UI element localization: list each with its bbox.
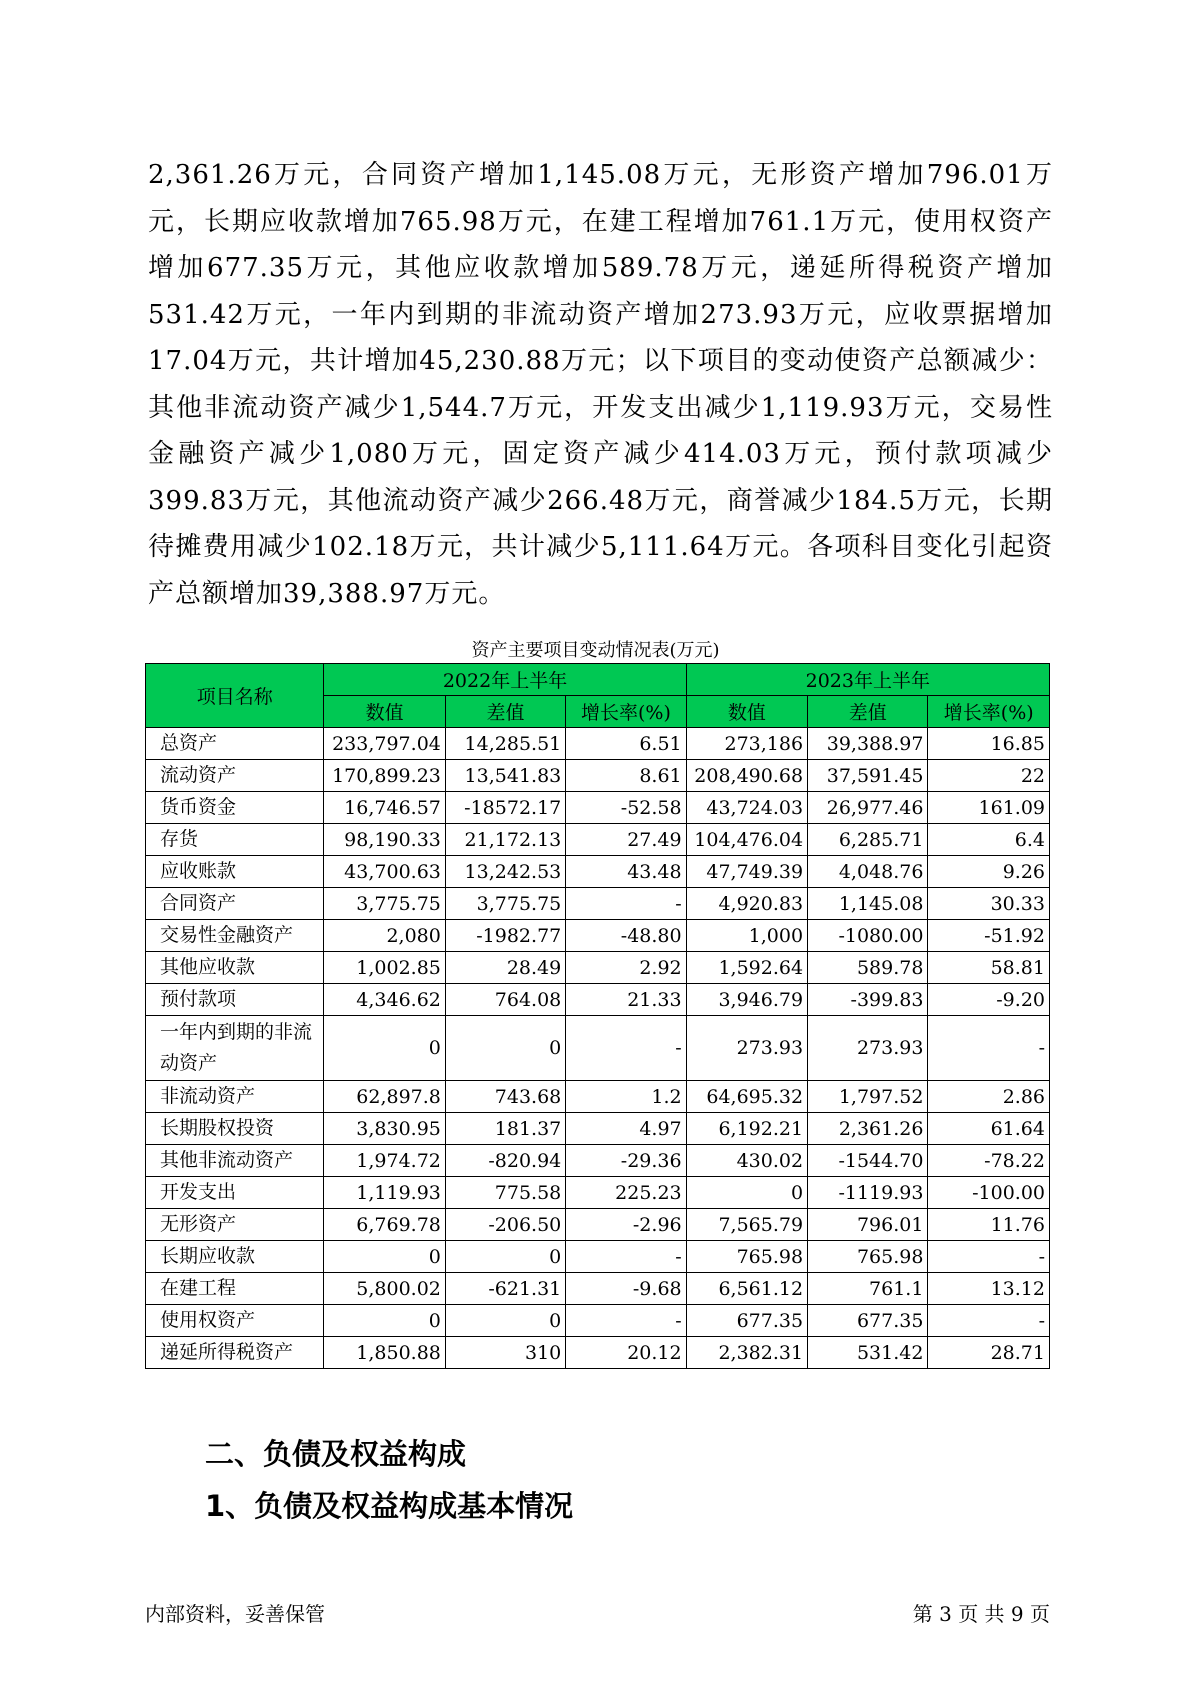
table-cell: 181.37 [445,1113,565,1145]
table-cell: 764.08 [445,984,565,1016]
body-paragraph: 2,361.26万元，合同资产增加1,145.08万元，无形资产增加796.01万元，长期应收款增加765.98万元，在建工程增加761.1万元，使用权资产增加677.35万元，其他应收款增加589.78万元，递延所得税资产增加531.42万元，一年内到期的非流动资产增加273.93万元，应收票据增加17.04万元，共计增加45,230.88万元；以下项目的变动使资产总额减少：其他非流动资产减少1,544.7万元，开发支出减少1,119.93万元，交易性金融资产减少1,080万元，固定资产减少414.03万元，预付款项减少399.83万元，其他流动资产减少266.48万元，商誉减少184.5万元，长期待摊费用减少102.18万元，共计减少5,111.64万元。各项科目变化引起资产总额增加39,388.97万元。 [148,160,1053,609]
table-cell: 1,000 [686,920,807,952]
table-cell: 0 [686,1177,807,1209]
table-cell: 3,775.75 [445,888,565,920]
row-label: 递延所得税资产 [146,1337,324,1369]
table-cell: 0 [324,1016,445,1081]
table-cell: - [928,1016,1050,1081]
header-group-2023: 2023年上半年 [686,664,1049,696]
header-growth-2023: 增长率(%) [928,696,1050,728]
table-cell: 14,285.51 [445,728,565,760]
table-cell: 1.2 [566,1081,686,1113]
row-label: 其他非流动资产 [146,1145,324,1177]
table-cell: 273,186 [686,728,807,760]
table-row [146,1209,1050,1241]
page-number: 第 3 页 共 9 页 [912,1602,1050,1626]
table-row [146,824,1050,856]
table-cell: 104,476.04 [686,824,807,856]
row-label: 无形资产 [146,1209,324,1241]
row-label: 合同资产 [146,888,324,920]
table-cell: -52.58 [566,792,686,824]
table-row [146,888,1050,920]
table-cell: 6,285.71 [808,824,928,856]
table-cell: 6,561.12 [686,1273,807,1305]
table-row [146,1016,1050,1081]
table-cell: 43.48 [566,856,686,888]
table-cell: 273.93 [808,1016,928,1081]
table-cell: -399.83 [808,984,928,1016]
table-cell: 233,797.04 [324,728,445,760]
table-cell: 743.68 [445,1081,565,1113]
table-cell: 98,190.33 [324,824,445,856]
table-cell: 7,565.79 [686,1209,807,1241]
table-cell: 775.58 [445,1177,565,1209]
table-cell: 13,242.53 [445,856,565,888]
header-item-name: 项目名称 [146,664,324,728]
table-cell: 1,850.88 [324,1337,445,1369]
table-cell: 22 [928,760,1050,792]
table-row [146,728,1050,760]
table-cell: 677.35 [686,1305,807,1337]
table-cell: 2,361.26 [808,1113,928,1145]
table-row [146,856,1050,888]
table-cell: 9.26 [928,856,1050,888]
table-cell: -18572.17 [445,792,565,824]
row-label: 预付款项 [146,984,324,1016]
table-cell: - [566,1016,686,1081]
table-cell: - [566,1241,686,1273]
table-cell: 6.4 [928,824,1050,856]
subsection-heading: 1、负债及权益构成基本情况 [205,1489,574,1523]
table-cell: 27.49 [566,824,686,856]
table-cell: 796.01 [808,1209,928,1241]
table-cell: -1119.93 [808,1177,928,1209]
table-cell: 761.1 [808,1273,928,1305]
table-row [146,1145,1050,1177]
table-cell: 11.76 [928,1209,1050,1241]
table-cell: 765.98 [808,1241,928,1273]
table-cell: 21,172.13 [445,824,565,856]
table-row [146,792,1050,824]
row-label: 长期应收款 [146,1241,324,1273]
table-cell: 13.12 [928,1273,1050,1305]
table-row [146,760,1050,792]
asset-change-table [145,663,1050,1369]
table-cell: 61.64 [928,1113,1050,1145]
table-cell: 62,897.8 [324,1081,445,1113]
table-cell: 30.33 [928,888,1050,920]
table-cell: 0 [445,1016,565,1081]
table-cell: - [928,1241,1050,1273]
table-cell: 2,080 [324,920,445,952]
table-cell: -2.96 [566,1209,686,1241]
table-cell: 64,695.32 [686,1081,807,1113]
table-cell: 43,700.63 [324,856,445,888]
row-label: 一年内到期的非流动资产 [146,1016,324,1081]
table-cell: 1,145.08 [808,888,928,920]
row-label: 存货 [146,824,324,856]
table-row [146,1241,1050,1273]
table-cell: -78.22 [928,1145,1050,1177]
table-cell: 21.33 [566,984,686,1016]
table-row [146,920,1050,952]
header-diff-2022: 差值 [445,696,565,728]
table-cell: 2.92 [566,952,686,984]
table-cell: 430.02 [686,1145,807,1177]
row-label: 其他应收款 [146,952,324,984]
table-cell: 4,920.83 [686,888,807,920]
table-cell: 6.51 [566,728,686,760]
row-label: 使用权资产 [146,1305,324,1337]
table-cell: 4,048.76 [808,856,928,888]
header-value-2022: 数值 [324,696,445,728]
table-row [146,1273,1050,1305]
table-cell: 3,775.75 [324,888,445,920]
table-cell: 310 [445,1337,565,1369]
table-cell: 3,946.79 [686,984,807,1016]
table-cell: 47,749.39 [686,856,807,888]
row-label: 交易性金融资产 [146,920,324,952]
row-label: 开发支出 [146,1177,324,1209]
table-cell: 0 [445,1241,565,1273]
row-label: 货币资金 [146,792,324,824]
table-cell: 4.97 [566,1113,686,1145]
table-cell: 3,830.95 [324,1113,445,1145]
row-label: 在建工程 [146,1273,324,1305]
table-cell: 0 [445,1305,565,1337]
row-label: 流动资产 [146,760,324,792]
table-cell: -1982.77 [445,920,565,952]
table-cell: 273.93 [686,1016,807,1081]
table-cell: -9.68 [566,1273,686,1305]
header-value-2023: 数值 [686,696,807,728]
table-cell: -9.20 [928,984,1050,1016]
table-cell: -1080.00 [808,920,928,952]
table-cell: 1,119.93 [324,1177,445,1209]
table-cell: 1,002.85 [324,952,445,984]
table-cell: -1544.70 [808,1145,928,1177]
table-row [146,952,1050,984]
table-cell: 28.71 [928,1337,1050,1369]
table-row [146,1305,1050,1337]
table-cell: -820.94 [445,1145,565,1177]
row-label: 总资产 [146,728,324,760]
table-cell: -29.36 [566,1145,686,1177]
table-cell: 589.78 [808,952,928,984]
row-label: 非流动资产 [146,1081,324,1113]
table-cell: 0 [324,1305,445,1337]
table-row [146,1177,1050,1209]
table-cell: 161.09 [928,792,1050,824]
table-cell: 2.86 [928,1081,1050,1113]
table-cell: 677.35 [808,1305,928,1337]
table-cell: 1,592.64 [686,952,807,984]
table-row [146,984,1050,1016]
table-cell: -100.00 [928,1177,1050,1209]
table-cell: 39,388.97 [808,728,928,760]
table-cell: 208,490.68 [686,760,807,792]
table-cell: -621.31 [445,1273,565,1305]
table-cell: 765.98 [686,1241,807,1273]
table-cell: 2,382.31 [686,1337,807,1369]
table-cell: -48.80 [566,920,686,952]
table-cell: 16.85 [928,728,1050,760]
footer-note: 内部资料，妥善保管 [145,1602,325,1626]
header-group-2022: 2022年上半年 [324,664,686,696]
table-cell: 13,541.83 [445,760,565,792]
table-cell: 170,899.23 [324,760,445,792]
table-cell: 6,769.78 [324,1209,445,1241]
table-cell: 20.12 [566,1337,686,1369]
table-cell: 28.49 [445,952,565,984]
table-cell: 37,591.45 [808,760,928,792]
table-cell: 1,797.52 [808,1081,928,1113]
table-cell: 225.23 [566,1177,686,1209]
row-label: 应收账款 [146,856,324,888]
table-cell: 16,746.57 [324,792,445,824]
table-cell: - [928,1305,1050,1337]
table-row [146,1337,1050,1369]
table-cell: 58.81 [928,952,1050,984]
table-cell: - [566,888,686,920]
table-cell: 0 [324,1241,445,1273]
table-cell: 26,977.46 [808,792,928,824]
table-caption: 资产主要项目变动情况表(万元) [471,640,720,661]
table-body [146,728,1050,1369]
table-cell: - [566,1305,686,1337]
table-row [146,1081,1050,1113]
table-cell: 531.42 [808,1337,928,1369]
table-cell: 8.61 [566,760,686,792]
header-growth-2022: 增长率(%) [566,696,686,728]
table-cell: 43,724.03 [686,792,807,824]
table-cell: 4,346.62 [324,984,445,1016]
header-diff-2023: 差值 [808,696,928,728]
table-cell: -51.92 [928,920,1050,952]
table-cell: -206.50 [445,1209,565,1241]
row-label: 长期股权投资 [146,1113,324,1145]
section-heading: 二、负债及权益构成 [205,1437,467,1471]
table-cell: 1,974.72 [324,1145,445,1177]
table-row [146,1113,1050,1145]
table-cell: 5,800.02 [324,1273,445,1305]
table-cell: 6,192.21 [686,1113,807,1145]
